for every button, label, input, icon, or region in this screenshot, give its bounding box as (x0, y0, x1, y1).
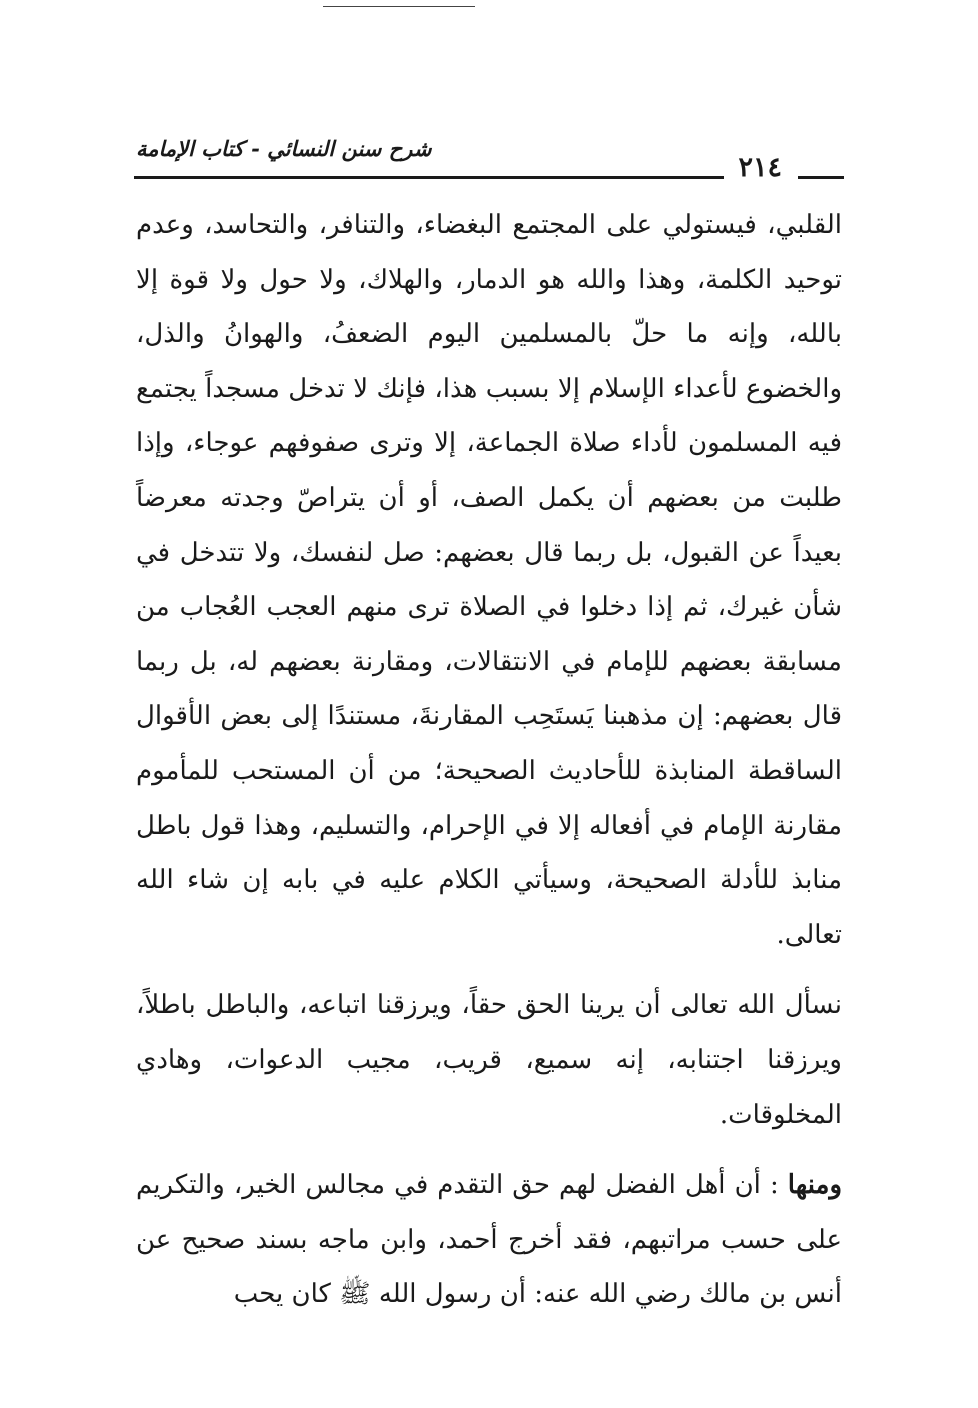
paragraph-text: : أن أهل الفضل لهم حق التقدم في مجالس الخير، والتكريم على حسب مراتبهم، فقد أخرج أحمد، وابن ماجه بسند صحيح عن أنس بن مالك رضي الله عنه: أن رسول الله ﷺ كان يحب (136, 1170, 842, 1310)
paragraph (136, 1158, 842, 1322)
header-rule-short (798, 176, 844, 179)
page-header (134, 132, 844, 188)
top-divider (323, 6, 475, 7)
body-text (136, 198, 842, 1322)
header-rule (134, 176, 724, 179)
paragraph: القلبي، فيستولي على المجتمع البغضاء، والتنافر، والتحاسد، وعدم توحيد الكلمة، وهذا والله هو الدمار، والهلاك، ولا حول ولا قوة إلا بالله، وإنه ما حلّ بالمسلمين اليوم الضعفُ، والهوانُ والذل، والخضوع لأعداء الإسلام إلا بسبب هذا، فإنك لا تدخل مسجداً يجتمع فيه المسلمون لأداء صلاة الجماعة، إلا وترى صفوفهم عوجاء، وإذا طلبت من بعضهم أن يكمل الصف، أو أن يتراصّ وجدته معرضاً بعيداً عن القبول، بل ربما قال بعضهم: صل لنفسك، ولا تتدخل في شأن غيرك، ثم إذا دخلوا في الصلاة ترى منهم العجب العُجاب من مسابقة بعضهم للإمام في الانتقالات، ومقارنة بعضهم له، بل ربما قال بعضهم: إن مذهبنا يَستَحِب المقارنةَ، مستندًا إلى بعض الأقوال الساقطة المنابذة للأحاديث الصحيحة؛ من أن المستحب للمأموم مقارنة الإمام في أفعاله إلا في الإحرام، والتسليم، وهذا قول باطل منابذ للأدلة الصحيحة، وسيأتي الكلام عليه في بابه إن شاء الله تعالى. (136, 210, 843, 950)
running-title: شرح سنن النسائي - كتاب الإمامة (136, 136, 432, 161)
page-number: ٢١٤ (738, 152, 782, 183)
paragraph: نسأل الله تعالى أن يرينا الحق حقاً، ويرزقنا اتباعه، والباطل باطلاً، ويرزقنا اجتنابه، إنه سميع، قريب، مجيب الدعوات، وهادي المخلوقات. (136, 990, 842, 1130)
paragraph-lead-word: ومنها (787, 1170, 843, 1201)
